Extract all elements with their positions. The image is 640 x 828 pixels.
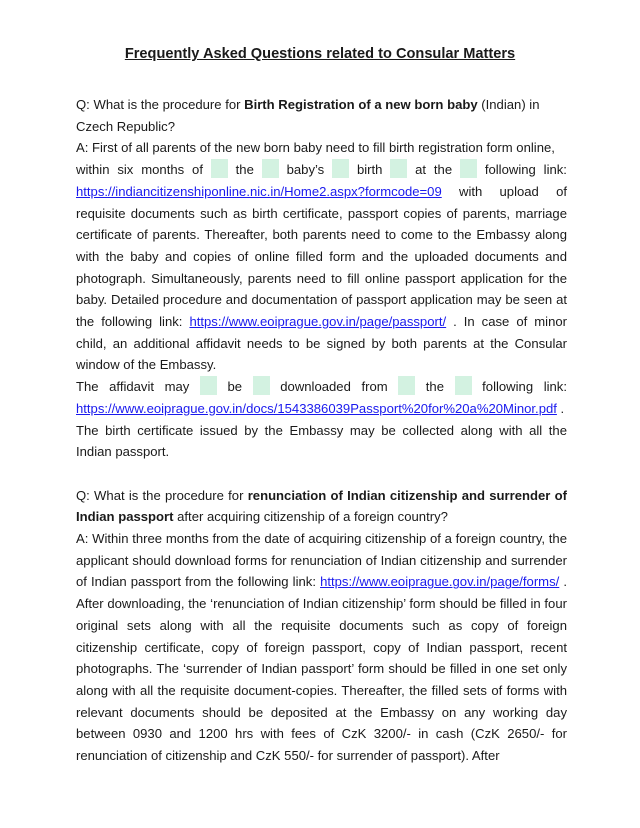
word: the <box>433 162 453 178</box>
word: be <box>227 379 243 395</box>
answer-line <box>76 398 567 420</box>
word: following <box>484 162 536 178</box>
highlight-mark <box>211 159 228 178</box>
question-text: Q: What is the procedure for <box>76 97 245 112</box>
word: link: <box>543 162 567 178</box>
word: downloaded <box>280 379 351 395</box>
highlight-mark <box>200 376 217 395</box>
word: within <box>76 162 110 178</box>
highlight-mark <box>460 159 477 178</box>
question-bold-text: Birth Registration of a new born baby <box>244 97 478 112</box>
word: at <box>415 162 427 178</box>
answer-text: . After downloading, the ‘renunciation of Indian citizenship’ form should be filled in four original sets along with all the requisite documents such as copy of foreign citizenship certificate, copy of foreign passport, copy of Indian passport, recent photographs. The ‘surrender of Indian passport’ form should be filled in one set only along with all the requisite document-copies. Thereafter, the filled sets of forms with relevant documents should be deposited at the Embassy on any working day between 0930 and 1200 hrs with fees of CzK 3200/- in cash (CzK 2650/- for renunciation of citizenship and CzK 550/- for surrender of passport). After <box>76 574 568 764</box>
highlight-mark <box>455 376 472 395</box>
question-bold-text: renunciation of Indian citizenship and surrender of Indian passport <box>76 487 567 525</box>
word: affidavit <box>109 379 155 395</box>
word: the <box>425 379 444 395</box>
highlight-mark <box>253 376 270 395</box>
answer-paragraph <box>76 528 567 767</box>
question-text: (Indian) in Czech Republic? <box>76 97 540 134</box>
faq-section-birth-registration <box>76 94 567 767</box>
passport-page-link[interactable]: https://www.eoiprague.gov.in/page/passport/ <box>189 314 447 330</box>
answer-paragraph <box>76 181 567 376</box>
word: The <box>76 379 99 395</box>
forms-page-link[interactable]: https://www.eoiprague.gov.in/page/forms/ <box>320 574 560 590</box>
answer-text: . In case of minor child, an additional affidavit needs to be signed by both parents at the Consular window of the Embassy. <box>76 314 567 373</box>
highlight-mark <box>390 159 407 178</box>
word: may <box>164 379 190 395</box>
word: from <box>361 379 388 395</box>
faq-question <box>76 94 567 137</box>
word: of <box>192 162 203 178</box>
answer-line <box>76 137 567 159</box>
answer-text: . <box>556 400 565 416</box>
word: six <box>117 162 134 178</box>
question-text: Q: What is the procedure for <box>76 487 248 503</box>
highlight-mark <box>398 376 415 395</box>
word: the <box>235 162 254 178</box>
birth-registration-link[interactable]: https://indiancitizenshiponline.nic.in/Home2.aspx?formcode=09 <box>76 183 442 199</box>
answer-text: A: Within three months from the date of acquiring citizenship of a foreign country, the applicant should download forms for renunciation of Indian citizenship and surrender of Indian passport from the following link: <box>76 531 567 590</box>
question-text: after acquiring citizenship of a foreign country? <box>173 509 448 525</box>
word: baby’s <box>286 162 325 178</box>
word: birth <box>356 162 383 178</box>
answer-spaced-line <box>76 376 567 398</box>
page-title: Frequently Asked Questions related to Consular Matters <box>124 46 516 62</box>
answer-spaced-line <box>76 159 567 181</box>
word: months <box>141 162 185 178</box>
answer-text: The birth certificate issued by the Embassy may be collected along with all the Indian passport. <box>76 422 567 460</box>
answer-text: A: First of all parents of the new born baby need to fill birth registration form online, <box>76 140 555 156</box>
highlight-mark <box>332 159 349 178</box>
answer-text: with upload of requisite documents such as birth certificate, passport copies of parents, marriage certificate of parents. Thereafter, both parents need to come to the Embassy along with the baby and copies of online filled form and the uploaded documents and photograph. Simultaneously, parents need to fill online passport application for the baby. Detailed procedure and documentation of passport application may be seen at the following link: <box>76 183 567 330</box>
highlight-mark <box>262 159 279 178</box>
faq-question <box>76 485 567 528</box>
word: following <box>482 379 534 395</box>
word: link: <box>543 379 567 395</box>
spacer <box>76 463 567 485</box>
answer-paragraph <box>76 420 567 463</box>
minor-passport-pdf-link[interactable]: https://www.eoiprague.gov.in/docs/1543386039Passport%20for%20a%20Minor.pdf <box>76 400 557 416</box>
